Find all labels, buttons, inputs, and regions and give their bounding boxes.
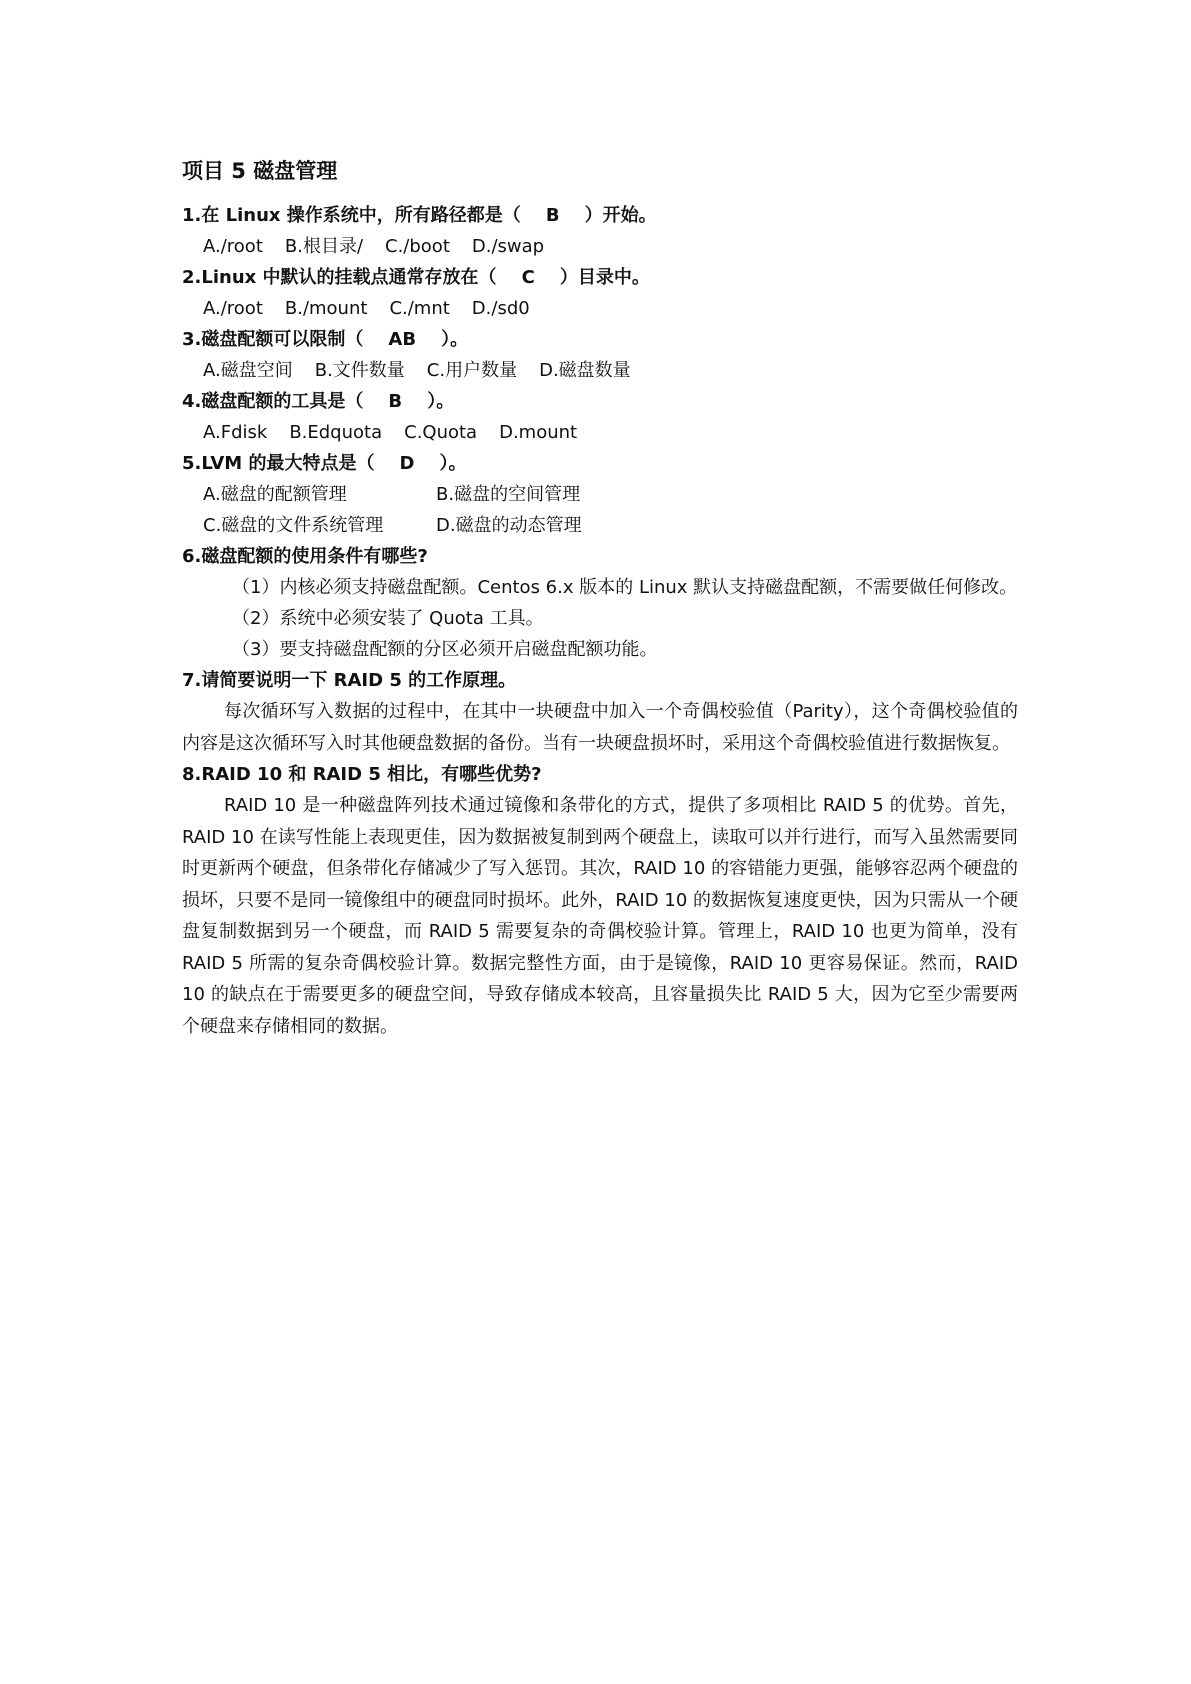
- question-5: 5.LVM 的最大特点是（ D ）。: [182, 453, 467, 474]
- answer-item-3: （3）要支持磁盘配额的分区必须开启磁盘配额功能。: [232, 639, 658, 660]
- option-b: B.根目录/: [284, 236, 364, 257]
- option-b: B.Edquota: [289, 422, 383, 443]
- question-8: 8.RAID 10 和 RAID 5 相比，有哪些优势?: [182, 764, 542, 785]
- question-2: 2.Linux 中默认的挂载点通常存放在（ C ）目录中。: [182, 267, 650, 288]
- option-a: A.磁盘空间: [203, 360, 293, 381]
- option-a: A.Fdisk: [203, 422, 268, 443]
- answer-paragraph: 每次循环写入数据的过程中，在其中一块硬盘中加入一个奇偶校验值（Parity），这个奇偶校验值的内容是这次循环写入时其他硬盘数据的备份。当有一块硬盘损坏时，采用这个奇偶校验值进行数据恢复。: [182, 701, 1018, 754]
- option-a: A.磁盘的配额管理: [203, 484, 347, 505]
- option-d: D.磁盘数量: [539, 360, 631, 381]
- option-c: C.用户数量: [426, 360, 518, 381]
- option-d: D.磁盘的动态管理: [436, 515, 582, 536]
- question-5-options: [182, 479, 1018, 541]
- option-d: D./sd0: [471, 298, 530, 319]
- option-b: B.文件数量: [314, 360, 405, 381]
- question-1-options: [182, 231, 1018, 262]
- question-4: 4.磁盘配额的工具是（ B ）。: [182, 391, 455, 412]
- document-page: [182, 156, 1018, 1042]
- option-d: D./swap: [471, 236, 545, 257]
- option-d: D.mount: [499, 422, 578, 443]
- option-a: A./root: [203, 298, 263, 319]
- answer-paragraph: RAID 10 是一种磁盘阵列技术通过镜像和条带化的方式，提供了多项相比 RAID 5 的优势。首先，RAID 10 在读写性能上表现更佳，因为数据被复制到两个硬盘上，读取可以并行进行，而写入虽然需要同时更新两个硬盘，但条带化存储减少了写入惩罚。其次，RAID 10 的容错能力更强，能够容忍两个硬盘的损坏，只要不是同一镜像组中的硬盘同时损坏。此外，RAID 10 的数据恢复速度更快，因为只需从一个硬盘复制数据到另一个硬盘，而 RAID 5 需要复杂的奇偶校验计算。管理上，RAID 10 也更为简单，没有 RAID 5 所需的复杂奇偶校验计算。数据完整性方面，由于是镜像，RAID 10 更容易保证。然而，RAID 10 的缺点在于需要更多的硬盘空间，导致存储成本较高，且容量损失比 RAID 5 大，因为它至少需要两个硬盘来存储相同的数据。: [182, 795, 1018, 1037]
- option-b: B.磁盘的空间管理: [436, 484, 581, 505]
- question-2-options: [182, 293, 1018, 324]
- question-4-options: [182, 417, 1018, 448]
- question-3: 3.磁盘配额可以限制（ AB ）。: [182, 329, 469, 350]
- question-3-options: [182, 355, 1018, 386]
- question-1: 1.在 Linux 操作系统中，所有路径都是（ B ）开始。: [182, 205, 657, 226]
- page-title: 项目 5 磁盘管理: [182, 159, 338, 183]
- question-7: 7.请简要说明一下 RAID 5 的工作原理。: [182, 670, 517, 691]
- answer-item-1: （1）内核必须支持磁盘配额。Centos 6.x 版本的 Linux 默认支持磁盘配额，不需要做任何修改。: [232, 577, 1018, 598]
- option-c: C./mnt: [389, 298, 450, 319]
- question-6: 6.磁盘配额的使用条件有哪些?: [182, 546, 428, 567]
- option-c: C.Quota: [404, 422, 478, 443]
- option-c: C./boot: [385, 236, 450, 257]
- option-a: A./root: [203, 236, 263, 257]
- answer-item-2: （2）系统中必须安装了 Quota 工具。: [232, 608, 544, 629]
- option-b: B./mount: [284, 298, 368, 319]
- option-c: C.磁盘的文件系统管理: [203, 515, 384, 536]
